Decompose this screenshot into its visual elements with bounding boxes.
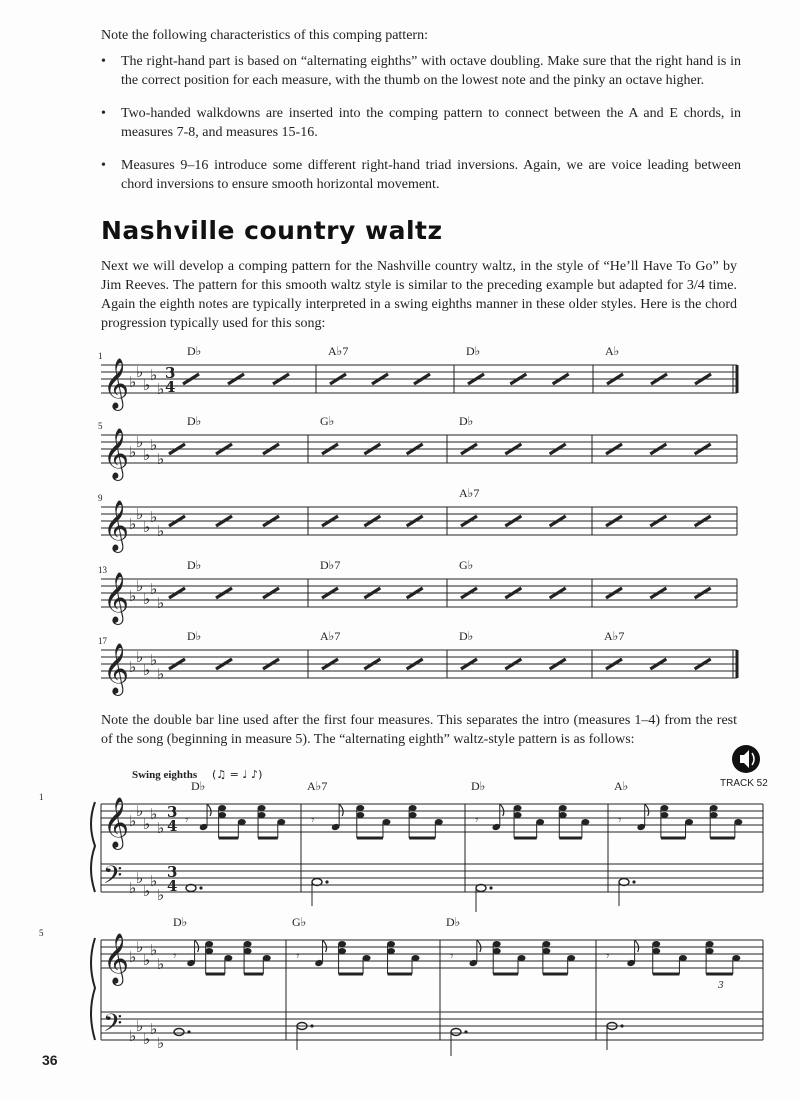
note-head — [205, 948, 213, 954]
time-signature-bottom: 4 — [167, 877, 178, 895]
bass-clef: 𝄢 — [103, 1009, 123, 1044]
chord-symbol: D♭ — [187, 558, 202, 572]
speaker-icon — [732, 745, 760, 773]
eighth-rest: 𝄾 — [450, 949, 454, 964]
flat-sign: ♭ — [129, 879, 137, 897]
grand-staff-brace — [91, 802, 95, 892]
flat-sign: ♭ — [129, 658, 137, 676]
chord-symbol: A♭7 — [328, 344, 349, 358]
flat-sign: ♭ — [136, 505, 144, 523]
flat-sign: ♭ — [136, 363, 144, 381]
chord-symbol: D♭ — [459, 629, 474, 643]
piano-system — [39, 779, 763, 912]
note-head — [710, 805, 718, 811]
measure-number: 5 — [98, 421, 103, 431]
note-head — [435, 819, 443, 825]
flat-sign: ♭ — [150, 366, 158, 384]
eighth-rest: 𝄾 — [296, 949, 300, 964]
note-flag — [207, 804, 211, 816]
page-number: 36 — [42, 1052, 58, 1068]
flat-sign: ♭ — [157, 819, 165, 837]
flat-sign: ♭ — [143, 446, 151, 464]
note-head — [536, 819, 544, 825]
flat-sign: ♭ — [143, 951, 151, 969]
lead-sheet-system — [98, 558, 737, 625]
note-head — [652, 941, 660, 947]
half-note-head — [451, 1029, 461, 1036]
note-head — [581, 819, 589, 825]
half-note-head — [476, 885, 486, 892]
note-flag — [635, 940, 639, 952]
chord-symbol: D♭ — [446, 915, 461, 929]
chord-symbol: A♭7 — [459, 486, 480, 500]
eighth-rest: 𝄾 — [475, 813, 479, 828]
chord-symbol: G♭ — [459, 558, 474, 572]
chord-symbol: D♭ — [471, 779, 486, 793]
note-head — [542, 941, 550, 947]
note-dot — [632, 880, 635, 883]
note-head — [732, 955, 740, 961]
note-head — [409, 812, 417, 818]
note-dot — [199, 886, 202, 889]
flat-sign: ♭ — [129, 373, 137, 391]
flat-sign: ♭ — [150, 651, 158, 669]
chord-symbol: A♭ — [614, 779, 629, 793]
treble-clef: 𝄞 — [103, 797, 130, 848]
chord-symbol: D♭ — [173, 915, 188, 929]
paragraph-double-bar: Note the double bar line used after the first four measures. This separates the intro (measures 1–4) from the rest of the song (beginning in measure 5). The “alternating eighth” waltz-style pattern is as follows: — [101, 713, 737, 747]
note-head — [218, 805, 226, 811]
bass-clef: 𝄢 — [103, 861, 123, 896]
treble-clef: 𝄞 — [103, 933, 130, 984]
bullet-item: • Two-handed walkdowns are inserted into the comping pattern to connect between the A and E chords, in measures 7-8, and measures 15-16. — [101, 104, 741, 142]
track-label: TRACK 52 — [720, 778, 768, 789]
flat-sign: ♭ — [129, 587, 137, 605]
note-dot — [620, 1024, 623, 1027]
flat-sign: ♭ — [150, 941, 158, 959]
note-head — [514, 812, 522, 818]
bullet-item: • Measures 9–16 introduce some different right-hand triad inversions. Again, we are voice leading between chord inversions to ensure smooth horizontal movement. — [101, 156, 741, 194]
flat-sign: ♭ — [129, 443, 137, 461]
note-head — [559, 805, 567, 811]
time-signature-top: 3 — [165, 364, 176, 382]
flat-sign: ♭ — [136, 802, 144, 820]
note-head — [412, 955, 420, 961]
chord-symbol: D♭ — [466, 344, 481, 358]
note-dot — [464, 1030, 467, 1033]
grand-staff-brace — [91, 938, 95, 1040]
note-head — [244, 941, 252, 947]
chord-symbol: A♭7 — [320, 629, 341, 643]
note-head — [338, 948, 346, 954]
note-head — [409, 805, 417, 811]
eighth-rest: 𝄾 — [173, 949, 177, 964]
note-head — [356, 805, 364, 811]
note-dot — [310, 1024, 313, 1027]
half-note-head — [186, 885, 196, 892]
lead-sheet-system — [98, 414, 737, 481]
lead-sheet — [98, 344, 737, 696]
time-signature-top: 3 — [167, 803, 178, 821]
flat-sign: ♭ — [136, 648, 144, 666]
flat-sign: ♭ — [136, 938, 144, 956]
treble-clef: 𝄞 — [103, 358, 130, 409]
flat-sign: ♭ — [157, 380, 165, 398]
chord-symbol: D♭7 — [320, 558, 341, 572]
chord-symbol: D♭ — [187, 414, 202, 428]
chord-symbol: G♭ — [292, 915, 307, 929]
flat-sign: ♭ — [150, 508, 158, 526]
section-title: Nashville country waltz — [101, 216, 443, 245]
note-head — [244, 948, 252, 954]
half-note-head — [619, 879, 629, 886]
note-head — [734, 819, 742, 825]
flat-sign: ♭ — [136, 577, 144, 595]
measure-number: 17 — [98, 636, 107, 646]
flat-sign: ♭ — [129, 515, 137, 533]
treble-clef: 𝄞 — [103, 428, 130, 479]
note-head — [238, 819, 246, 825]
measure-number: 1 — [39, 792, 44, 802]
chord-symbol: A♭7 — [307, 779, 328, 793]
note-head — [559, 812, 567, 818]
note-head — [706, 941, 714, 947]
note-head — [660, 812, 668, 818]
note-flag — [323, 940, 327, 952]
flat-sign: ♭ — [157, 665, 165, 683]
flat-sign: ♭ — [157, 886, 165, 904]
flat-sign: ♭ — [143, 815, 151, 833]
flat-sign: ♭ — [150, 805, 158, 823]
flat-sign: ♭ — [157, 450, 165, 468]
note-head — [542, 948, 550, 954]
note-flag — [500, 804, 504, 816]
note-head — [679, 955, 687, 961]
flat-sign: ♭ — [143, 882, 151, 900]
flat-sign: ♭ — [129, 948, 137, 966]
piano-system — [39, 915, 763, 1056]
note-head — [363, 955, 371, 961]
bullet-item: • The right-hand part is based on “alternating eighths” with octave doubling. Make sure that the right hand is in the correct position for each measure, with the thumb on the lowest note and the pinky an octave higher. — [101, 52, 741, 90]
note-flag — [477, 940, 481, 952]
note-head — [356, 812, 364, 818]
chord-symbol: G♭ — [320, 414, 335, 428]
note-head — [387, 948, 395, 954]
note-head — [258, 805, 266, 811]
flat-sign: ♭ — [150, 580, 158, 598]
note-head — [277, 819, 285, 825]
note-head — [514, 805, 522, 811]
treble-clef: 𝄞 — [103, 500, 130, 551]
lead-sheet-system — [98, 629, 737, 696]
flat-sign: ♭ — [143, 1030, 151, 1048]
half-note-head — [174, 1029, 184, 1036]
note-head — [567, 955, 575, 961]
note-head — [710, 812, 718, 818]
chord-symbol: A♭7 — [604, 629, 625, 643]
measure-number: 13 — [98, 565, 107, 575]
piano-score — [39, 745, 768, 1056]
chord-symbol: A♭ — [605, 344, 620, 358]
note-flag — [645, 804, 649, 816]
lead-sheet-system — [98, 486, 737, 553]
flat-sign: ♭ — [157, 1034, 165, 1052]
chord-symbol: D♭ — [191, 779, 206, 793]
note-head — [382, 819, 390, 825]
note-head — [493, 941, 501, 947]
note-head — [493, 948, 501, 954]
note-head — [218, 812, 226, 818]
flat-sign: ♭ — [150, 872, 158, 890]
eighth-rest: 𝄾 — [185, 813, 189, 828]
note-head — [205, 941, 213, 947]
flat-sign: ♭ — [157, 955, 165, 973]
flat-sign: ♭ — [136, 1017, 144, 1035]
flat-sign: ♭ — [157, 594, 165, 612]
note-dot — [489, 886, 492, 889]
eighth-rest: 𝄾 — [618, 813, 622, 828]
note-head — [338, 941, 346, 947]
flat-sign: ♭ — [129, 1027, 137, 1045]
chord-symbol: D♭ — [187, 344, 202, 358]
note-flag — [339, 804, 343, 816]
tempo-marking: Swing eighths — [132, 769, 198, 781]
note-head — [652, 948, 660, 954]
note-head — [258, 812, 266, 818]
note-head — [660, 805, 668, 811]
flat-sign: ♭ — [143, 661, 151, 679]
note-head — [518, 955, 526, 961]
flat-sign: ♭ — [150, 436, 158, 454]
measure-number: 9 — [98, 493, 103, 503]
flat-sign: ♭ — [143, 590, 151, 608]
time-signature-bottom: 4 — [167, 817, 178, 835]
chord-symbol: D♭ — [187, 629, 202, 643]
intro-text: Note the following characteristics of this comping pattern: — [101, 28, 428, 43]
half-note-head — [312, 879, 322, 886]
note-head — [224, 955, 232, 961]
measure-number: 5 — [39, 928, 44, 938]
treble-clef: 𝄞 — [103, 643, 130, 694]
paragraph-intro-waltz: Next we will develop a comping pattern for the Nashville country waltz, in the style of “He’ll Have To Go” by Jim Reeves. The pattern for this smooth waltz style is similar to the preceding example but adapted for 3/4 time. Again the eighth notes are typically interpreted in a swing eighths manner in these older styles. Here is the chord progression typically used for this song: — [101, 259, 737, 331]
eighth-rest: 𝄾 — [606, 949, 610, 964]
eighth-rest: 𝄾 — [311, 813, 315, 828]
flat-sign: ♭ — [129, 812, 137, 830]
treble-clef: 𝄞 — [103, 572, 130, 623]
swing-symbol: (♫ = ♩ ♪) — [212, 768, 263, 781]
flat-sign: ♭ — [150, 1020, 158, 1038]
note-flag — [195, 940, 199, 952]
note-head — [263, 955, 271, 961]
lead-sheet-system — [98, 344, 737, 411]
time-signature-bottom: 4 — [165, 378, 176, 396]
note-dot — [187, 1030, 190, 1033]
measure-number: 1 — [98, 351, 103, 361]
note-head — [706, 948, 714, 954]
note-head — [685, 819, 693, 825]
chord-symbol: D♭ — [459, 414, 474, 428]
note-head — [387, 941, 395, 947]
flat-sign: ♭ — [136, 433, 144, 451]
flat-sign: ♭ — [143, 518, 151, 536]
note-dot — [325, 880, 328, 883]
flat-sign: ♭ — [157, 522, 165, 540]
time-signature-top: 3 — [167, 863, 178, 881]
flat-sign: ♭ — [136, 869, 144, 887]
triplet-mark: 3 — [718, 981, 724, 991]
flat-sign: ♭ — [143, 376, 151, 394]
